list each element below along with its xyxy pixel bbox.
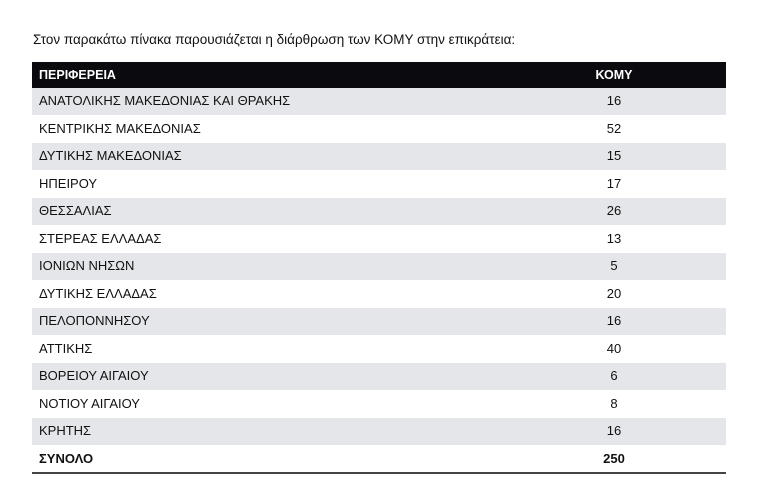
- table-row: [32, 335, 726, 363]
- table-row: [32, 280, 726, 308]
- table-row: [32, 88, 726, 115]
- header-count: ΚΟΜΥ: [595, 68, 633, 82]
- region-name: ΚΡΗΤΗΣ: [39, 423, 92, 438]
- region-name: ΑΤΤΙΚΗΣ: [39, 340, 93, 356]
- region-count: 52: [606, 120, 622, 136]
- total-count: 250: [603, 450, 625, 466]
- row-spacer: [644, 143, 726, 171]
- region-count: 16: [606, 313, 622, 328]
- region-count: 16: [606, 423, 622, 438]
- row-spacer: [644, 170, 726, 198]
- row-spacer: [644, 253, 726, 281]
- row-spacer: [644, 225, 726, 253]
- region-name: ΚΕΝΤΡΙΚΗΣ ΜΑΚΕΔΟΝΙΑΣ: [39, 120, 201, 136]
- row-spacer: [644, 363, 726, 391]
- row-spacer: [644, 115, 726, 143]
- total-label: ΣΥΝΟΛΟ: [39, 450, 94, 466]
- region-name: ΗΠΕΙΡΟΥ: [39, 175, 98, 191]
- region-name: ΣΤΕΡΕΑΣ ΕΛΛΑΔΑΣ: [39, 230, 162, 246]
- region-count: 16: [606, 93, 622, 108]
- region-name: ΔΥΤΙΚΗΣ ΜΑΚΕΔΟΝΙΑΣ: [39, 148, 182, 163]
- table-row: [32, 418, 726, 446]
- header-region: ΠΕΡΙΦΕΡΕΙΑ: [39, 68, 116, 82]
- region-name: ΙΟΝΙΩΝ ΝΗΣΩΝ: [39, 258, 135, 273]
- row-spacer: [644, 335, 726, 363]
- table-row: [32, 253, 726, 281]
- region-count: 6: [610, 368, 618, 383]
- row-spacer: [644, 308, 726, 336]
- table-row: [32, 143, 726, 171]
- row-spacer: [644, 418, 726, 446]
- region-name: ΒΟΡΕΙΟΥ ΑΙΓΑΙΟΥ: [39, 368, 149, 383]
- header-spacer: [644, 62, 726, 88]
- region-name: ΠΕΛΟΠΟΝΝΗΣΟΥ: [39, 313, 150, 328]
- intro-text: Στον παρακάτω πίνακα παρουσιάζεται η διάρθρωση των ΚΟΜΥ στην επικράτεια:: [33, 32, 516, 47]
- komy-table: [32, 62, 726, 474]
- region-name: ΘΕΣΣΑΛΙΑΣ: [39, 203, 112, 218]
- table-row: [32, 170, 726, 198]
- region-count: 8: [610, 395, 618, 411]
- row-spacer: [644, 390, 726, 418]
- region-count: 13: [606, 230, 622, 246]
- region-count: 40: [606, 340, 622, 356]
- region-count: 20: [606, 285, 622, 301]
- region-name: ΝΟΤΙΟΥ ΑΙΓΑΙΟΥ: [39, 395, 140, 411]
- row-spacer: [644, 198, 726, 226]
- region-count: 17: [606, 175, 622, 191]
- region-count: 5: [610, 258, 618, 273]
- row-spacer: [644, 280, 726, 308]
- table-row: [32, 308, 726, 336]
- row-spacer: [644, 445, 726, 473]
- table-row: [32, 225, 726, 253]
- table-row: [32, 363, 726, 391]
- region-name: ΔΥΤΙΚΗΣ ΕΛΛΑΔΑΣ: [39, 285, 157, 301]
- region-name: ΑΝΑΤΟΛΙΚΗΣ ΜΑΚΕΔΟΝΙΑΣ ΚΑΙ ΘΡΑΚΗΣ: [39, 93, 291, 108]
- row-spacer: [644, 88, 726, 115]
- table-total-row: [32, 445, 726, 473]
- table-row: [32, 198, 726, 226]
- table-header-row: [32, 62, 726, 88]
- table-row: [32, 115, 726, 143]
- region-count: 26: [606, 203, 622, 218]
- table-row: [32, 390, 726, 418]
- region-count: 15: [606, 148, 622, 163]
